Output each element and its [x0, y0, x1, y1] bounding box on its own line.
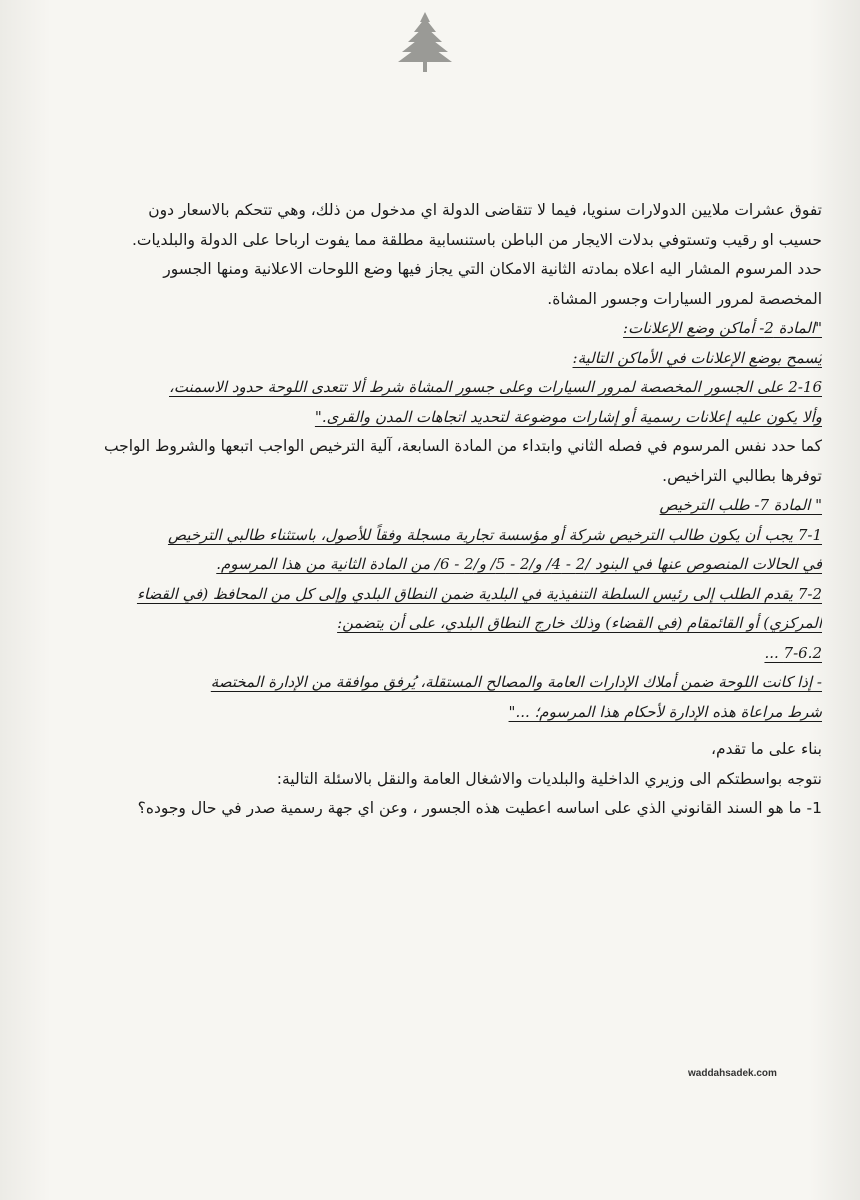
watermark-text: waddahsadek.com [688, 1068, 777, 1079]
quoted-article-heading: "المادة 2- أماكن وضع الإعلانات: [623, 319, 822, 337]
paragraph-line: تفوق عشرات ملايين الدولارات سنويا، فيما لا تتقاضى الدولة اي مدخول من ذلك، وهي تتحكم بالاسعار دون [148, 201, 822, 219]
quoted-line: وألا يكون عليه إعلانات رسمية أو إشارات موضوعة لتحديد اتجاهات المدن والقرى." [314, 407, 822, 426]
quoted-line: - إذا كانت اللوحة ضمن أملاك الإدارات العامة والمصالح المستقلة، يُرفق موافقة من الإدارة المختصة [210, 673, 822, 691]
document-body [40, 198, 822, 826]
quoted-line: شرط مراعاة هذه الإدارة لأحكام هذا المرسوم؛ ..." [508, 702, 822, 721]
cedar-tree-icon [390, 8, 460, 78]
paragraph-line: حدد المرسوم المشار اليه اعلاه بمادته الثانية الامكان التي يجاز فيها وضع اللوحات الاعلانية ومنها الجسور [163, 260, 822, 278]
quoted-line: في الحالات المنصوص عنها في البنود /2 - 4/ و/2 - 5/ و/2 - 6/ من المادة الثانية من هذا المرسوم. [216, 555, 822, 573]
paragraph-line: المخصصة لمرور السيارات وجسور المشاة. [547, 289, 822, 308]
quoted-line: 7-6.2 ... [764, 643, 822, 662]
paragraph-line: بناء على ما تقدم، [711, 740, 822, 758]
quoted-line: 2-16 على الجسور المخصصة لمرور السيارات وعلى جسور المشاة شرط ألا تتعدى اللوحة حدود الاسمنت، [169, 378, 822, 396]
paragraph-line: حسيب او رقيب وتستوفي بدلات الايجار من الباطن باستنسابية مطلقة مما يفوت ارباحا على الدولة والبلديات. [131, 230, 822, 249]
paragraph-line: كما حدد نفس المرسوم في فصله الثاني وابتداء من المادة السابعة، آلية الترخيص الواجب اتبعها والشروط الواجب [103, 437, 822, 455]
quoted-line: 7-1 يجب أن يكون طالب الترخيص شركة أو مؤسسة تجارية مسجلة وفقاً للأصول، باستثناء طالبي الترخيص [167, 525, 822, 544]
quoted-line: 7-2 يقدم الطلب إلى رئيس السلطة التنفيذية في البلدية ضمن النطاق البلدي وإلى كل من المحافظ (في القضاء [136, 584, 822, 603]
paragraph-line: نتوجه بواسطتكم الى وزيري الداخلية والبلديات والاشغال العامة والنقل بالاسئلة التالية: [276, 769, 822, 788]
quoted-article-heading: " المادة 7- طلب الترخيص [659, 496, 822, 514]
quoted-line: المركزي) أو القائمقام (في القضاء) وذلك خارج النطاق البلدي، على أن يتضمن: [337, 614, 822, 632]
paragraph-line: توفرها بطالبي التراخيص. [662, 466, 822, 485]
question-item: 1- ما هو السند القانوني الذي على اساسه اعطيت هذه الجسور ، وعن اي جهة رسمية صدر في حال وجوده؟ [137, 799, 822, 817]
quoted-line: يُسمح بوضع الإعلانات في الأماكن التالية: [572, 348, 822, 367]
